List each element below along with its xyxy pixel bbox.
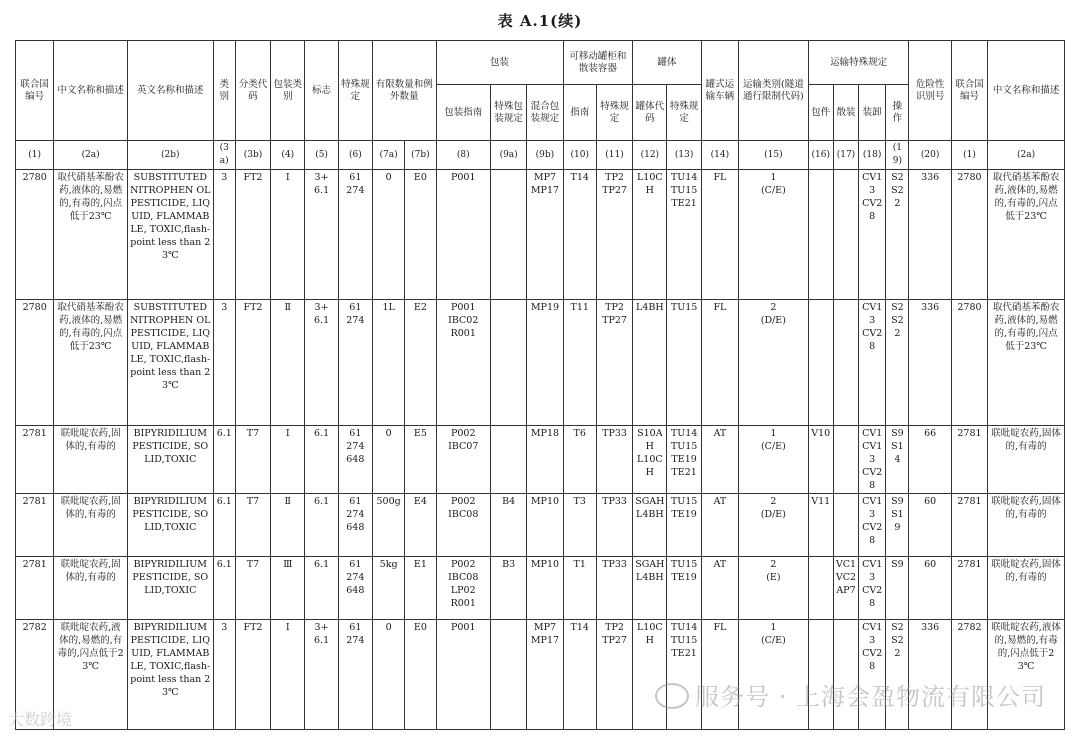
watermark-corner: 大数跨境 xyxy=(8,710,73,729)
cell-c3a: 3 xyxy=(213,300,235,426)
table-row xyxy=(16,494,1065,557)
cell-c3a: 6.1 xyxy=(213,494,235,557)
cell-c18: CV13 CV28 xyxy=(859,557,886,620)
column-number: (1) xyxy=(951,141,987,170)
cell-c12: S10AH L10CH xyxy=(633,426,667,494)
header-packing-group: 包装类别 xyxy=(271,41,305,141)
cell-c16 xyxy=(808,620,833,730)
header-limited-quantity: 有限数量和例外数量 xyxy=(372,41,436,141)
cell-c9a: B3 xyxy=(490,557,526,620)
table-row xyxy=(16,620,1065,730)
cell-c13: TU14 TU15 TE19 TE21 xyxy=(667,426,701,494)
cell-c16: V11 xyxy=(808,494,833,557)
cell-c3b: FT2 xyxy=(235,300,270,426)
cell-c9a xyxy=(490,620,526,730)
column-number: (10) xyxy=(563,141,596,170)
cell-c8: P002 IBC08 LP02 R001 xyxy=(436,557,490,620)
cell-c14: FL xyxy=(701,620,738,730)
header-tank: 罐体 xyxy=(633,41,702,85)
cell-un: 2781 xyxy=(951,426,987,494)
cell-c6: 61 274 xyxy=(338,300,372,426)
cell-c5: 3+ 6.1 xyxy=(305,170,338,300)
cell-cn: 取代硝基苯酚农药,液体的,易燃的,有毒的,闪点低于23℃ xyxy=(988,170,1065,300)
column-number: (1) xyxy=(16,141,54,170)
table-row xyxy=(16,426,1065,494)
cell-c3b: FT2 xyxy=(235,620,270,730)
cell-c18: CV1 CV13 CV28 xyxy=(859,426,886,494)
cell-c8: P002 IBC07 xyxy=(436,426,490,494)
cell-un: 2781 xyxy=(951,494,987,557)
cell-c17 xyxy=(833,620,858,730)
column-number: (2a) xyxy=(988,141,1065,170)
cell-en: BIPYRIDILIUM PESTICIDE, SOLID,TOXIC xyxy=(127,494,213,557)
cell-c17: VC1 VC2 AP7 xyxy=(833,557,858,620)
cell-c5: 6.1 xyxy=(305,494,338,557)
cell-c6: 61 274 648 xyxy=(338,494,372,557)
cell-c13: TU15 TE19 xyxy=(667,557,701,620)
column-number: (12) xyxy=(633,141,667,170)
cell-cn: 联吡啶农药,固体的,有毒的 xyxy=(54,494,128,557)
cell-c16: V10 xyxy=(808,426,833,494)
column-number: (4) xyxy=(271,141,305,170)
cell-c9a xyxy=(490,426,526,494)
column-number: (7b) xyxy=(405,141,436,170)
cell-c12: L10CH xyxy=(633,620,667,730)
table-row xyxy=(16,557,1065,620)
cell-c11: TP2 TP27 xyxy=(596,170,632,300)
cell-c15: 1 (C/E) xyxy=(739,170,809,300)
cell-c3b: FT2 xyxy=(235,170,270,300)
column-number: (9a) xyxy=(490,141,526,170)
column-number: (7a) xyxy=(372,141,404,170)
cell-c17 xyxy=(833,426,858,494)
cell-c4: Ⅲ xyxy=(271,557,305,620)
cell-c10: T14 xyxy=(563,170,596,300)
cell-c16 xyxy=(808,557,833,620)
cell-c12: L10CH xyxy=(633,170,667,300)
cell-c18: CV13 CV28 xyxy=(859,300,886,426)
cell-c12: SGAH L4BH xyxy=(633,494,667,557)
cell-c19: S2 S22 xyxy=(886,300,909,426)
cell-c9b: MP18 xyxy=(527,426,563,494)
cell-c4: Ⅱ xyxy=(271,300,305,426)
cell-c7b: E0 xyxy=(405,170,436,300)
cell-c15: 1 (C/E) xyxy=(739,426,809,494)
column-number: (2b) xyxy=(127,141,213,170)
cell-un: 2780 xyxy=(16,300,54,426)
header-packing: 包装 xyxy=(436,41,563,85)
cell-c16 xyxy=(808,300,833,426)
header-transport-category: 运输类别(隧道通行限制代码) xyxy=(739,41,809,141)
header-class: 类别 xyxy=(213,41,235,141)
header-hazard-id: 危险性识别号 xyxy=(909,41,951,141)
cell-cn: 取代硝基苯酚农药,液体的,易燃的,有毒的,闪点低于23℃ xyxy=(54,170,128,300)
header-loading: 装卸 xyxy=(859,85,886,141)
column-number: (9b) xyxy=(527,141,563,170)
cell-c6: 61 274 xyxy=(338,170,372,300)
cell-cn: 联吡啶农药,固体的,有毒的 xyxy=(988,494,1065,557)
cell-c3a: 3 xyxy=(213,620,235,730)
cell-c20: 66 xyxy=(909,426,951,494)
header-packages: 包件 xyxy=(808,85,833,141)
cell-c10: T3 xyxy=(563,494,596,557)
header-transport-special: 运输特殊规定 xyxy=(808,41,909,85)
cell-un: 2782 xyxy=(951,620,987,730)
cell-c15: 2 (D/E) xyxy=(739,300,809,426)
column-number: (11) xyxy=(596,141,632,170)
cell-c7b: E2 xyxy=(405,300,436,426)
cell-c8: P001 IBC02 R001 xyxy=(436,300,490,426)
cell-c11: TP33 xyxy=(596,557,632,620)
cell-c18: CV13 CV28 xyxy=(859,620,886,730)
cell-un: 2781 xyxy=(951,557,987,620)
cell-en: BIPYRIDILIUM PESTICIDE, SOLID,TOXIC xyxy=(127,426,213,494)
cell-c19: S2 S22 xyxy=(886,170,909,300)
cell-c7a: 0 xyxy=(372,620,404,730)
cell-c4: I xyxy=(271,426,305,494)
cell-c11: TP33 xyxy=(596,426,632,494)
cell-c7a: 500g xyxy=(372,494,404,557)
header-cn-name-2: 中文名称和描述 xyxy=(988,41,1065,141)
cell-en: SUBSTITUTED NITROPHEN OL PESTICIDE, LIQUID, FLAMMABLE, TOXIC,flash-point less than 23℃ xyxy=(127,170,213,300)
header-class-code: 分类代码 xyxy=(235,41,270,141)
cell-cn: 联吡啶农药,液体的,易燃的,有毒的,闪点低于23℃ xyxy=(54,620,128,730)
cell-c11: TP2 TP27 xyxy=(596,620,632,730)
cell-c5: 6.1 xyxy=(305,557,338,620)
cell-c18: CV13 CV28 xyxy=(859,170,886,300)
table-title: 表 A.1(续) xyxy=(497,12,583,30)
cell-c14: AT xyxy=(701,494,738,557)
cell-c6: 61 274 648 xyxy=(338,426,372,494)
column-number: (19) xyxy=(886,141,909,170)
cell-c6: 61 274 648 xyxy=(338,557,372,620)
cell-c6: 61 274 xyxy=(338,620,372,730)
cell-cn: 联吡啶农药,固体的,有毒的 xyxy=(988,426,1065,494)
header-tank-code: 罐体代码 xyxy=(633,85,667,141)
cell-en: BIPYRIDILIUM PESTICIDE, SOLID,TOXIC xyxy=(127,557,213,620)
cell-c4: I xyxy=(271,620,305,730)
cell-c20: 336 xyxy=(909,170,951,300)
cell-c9a: B4 xyxy=(490,494,526,557)
cell-c5: 6.1 xyxy=(305,426,338,494)
cell-cn: 取代硝基苯酚农药,液体的,易燃的,有毒的,闪点低于23℃ xyxy=(988,300,1065,426)
cell-un: 2782 xyxy=(16,620,54,730)
table-row xyxy=(16,300,1065,426)
cell-c12: L4BH xyxy=(633,300,667,426)
cell-c7a: 1L xyxy=(372,300,404,426)
cell-c9b: MP10 xyxy=(527,494,563,557)
cell-c3a: 3 xyxy=(213,170,235,300)
column-number: (3a) xyxy=(213,141,235,170)
cell-c7b: E1 xyxy=(405,557,436,620)
cell-c3b: T7 xyxy=(235,426,270,494)
cell-c10: T11 xyxy=(563,300,596,426)
cell-c9a xyxy=(490,300,526,426)
cell-cn: 联吡啶农药,固体的,有毒的 xyxy=(988,557,1065,620)
header-tank-vehicle: 罐式运输车辆 xyxy=(701,41,738,141)
cell-c14: AT xyxy=(701,426,738,494)
cell-c14: FL xyxy=(701,300,738,426)
header-portable-special: 特殊规定 xyxy=(596,85,632,141)
cell-en: BIPYRIDILIUM PESTICIDE, LIQUID, FLAMMABLE, TOXIC,flash-point less than 23℃ xyxy=(127,620,213,730)
cell-cn: 联吡啶农药,固体的,有毒的 xyxy=(54,426,128,494)
cell-c9b: MP7 MP17 xyxy=(527,170,563,300)
cell-c17 xyxy=(833,494,858,557)
header-en-name: 英文名称和描述 xyxy=(127,41,213,141)
cell-c13: TU14 TU15 TE21 xyxy=(667,170,701,300)
cell-c17 xyxy=(833,300,858,426)
cell-c19: S9 S19 xyxy=(886,494,909,557)
column-number: (8) xyxy=(436,141,490,170)
cell-c9b: MP10 xyxy=(527,557,563,620)
cell-c7b: E5 xyxy=(405,426,436,494)
cell-c7b: E4 xyxy=(405,494,436,557)
cell-c18: CV13 CV28 xyxy=(859,494,886,557)
cell-cn: 取代硝基苯酚农药,液体的,易燃的,有毒的,闪点低于23℃ xyxy=(54,300,128,426)
cell-en: SUBSTITUTED NITROPHEN OL PESTICIDE, LIQUID, FLAMMABLE, TOXIC,flash-point less than 23℃ xyxy=(127,300,213,426)
column-number-row xyxy=(16,141,1065,170)
column-number: (13) xyxy=(667,141,701,170)
header-bulk: 散装 xyxy=(833,85,858,141)
column-number: (2a) xyxy=(54,141,128,170)
cell-c4: I xyxy=(271,170,305,300)
cell-c8: P001 xyxy=(436,170,490,300)
dangerous-goods-table xyxy=(15,40,1065,730)
table-row xyxy=(16,170,1065,300)
cell-c9b: MP19 xyxy=(527,300,563,426)
cell-c15: 2 (D/E) xyxy=(739,494,809,557)
cell-c8: P002 IBC08 xyxy=(436,494,490,557)
header-label: 标志 xyxy=(305,41,338,141)
cell-c11: TP33 xyxy=(596,494,632,557)
header-un-no-2: 联合国编号 xyxy=(951,41,987,141)
cell-c3a: 6.1 xyxy=(213,557,235,620)
column-number: (18) xyxy=(859,141,886,170)
cell-un: 2781 xyxy=(16,557,54,620)
cell-c12: SGAH L4BH xyxy=(633,557,667,620)
header-instructions: 指南 xyxy=(563,85,596,141)
column-number: (16) xyxy=(808,141,833,170)
header-operation: 操作 xyxy=(886,85,909,141)
cell-c14: AT xyxy=(701,557,738,620)
header-tank-special: 特殊规定 xyxy=(667,85,701,141)
header-mixed-packing: 混合包装规定 xyxy=(527,85,563,141)
cell-c10: T6 xyxy=(563,426,596,494)
cell-cn: 联吡啶农药,液体的,易燃的,有毒的,闪点低于23℃ xyxy=(988,620,1065,730)
cell-c8: P001 xyxy=(436,620,490,730)
cell-c20: 60 xyxy=(909,494,951,557)
column-number: (6) xyxy=(338,141,372,170)
column-number: (17) xyxy=(833,141,858,170)
cell-c10: T14 xyxy=(563,620,596,730)
cell-c14: FL xyxy=(701,170,738,300)
cell-c7a: 0 xyxy=(372,426,404,494)
cell-cn: 联吡啶农药,固体的,有毒的 xyxy=(54,557,128,620)
cell-un: 2781 xyxy=(16,426,54,494)
header-un-no: 联合国编号 xyxy=(16,41,54,141)
watermark: 服务号 · 上海会盈物流有限公司 xyxy=(655,677,1046,712)
cell-c13: TU15 TE19 xyxy=(667,494,701,557)
column-number: (5) xyxy=(305,141,338,170)
header-cn-name: 中文名称和描述 xyxy=(54,41,128,141)
header-special-provisions: 特殊规定 xyxy=(338,41,372,141)
cell-c15: 1 (C/E) xyxy=(739,620,809,730)
cell-c3b: T7 xyxy=(235,494,270,557)
cell-c16 xyxy=(808,170,833,300)
header-portable-tanks: 可移动罐柜和散装容器 xyxy=(563,41,633,85)
cell-c10: T1 xyxy=(563,557,596,620)
cell-c11: TP2 TP27 xyxy=(596,300,632,426)
cell-c13: TU14 TU15 TE21 xyxy=(667,620,701,730)
cell-c19: S2 S22 xyxy=(886,620,909,730)
cell-c19: S9 xyxy=(886,557,909,620)
column-number: (15) xyxy=(739,141,809,170)
column-number: (14) xyxy=(701,141,738,170)
wechat-icon xyxy=(655,683,689,709)
cell-c9b: MP7 MP17 xyxy=(527,620,563,730)
cell-c3a: 6.1 xyxy=(213,426,235,494)
cell-un: 2780 xyxy=(16,170,54,300)
cell-un: 2780 xyxy=(951,300,987,426)
header-packing-instructions: 包装指南 xyxy=(436,85,490,141)
cell-c7a: 0 xyxy=(372,170,404,300)
cell-c17 xyxy=(833,170,858,300)
cell-c19: S9 S14 xyxy=(886,426,909,494)
cell-un: 2780 xyxy=(951,170,987,300)
cell-c5: 3+ 6.1 xyxy=(305,300,338,426)
cell-un: 2781 xyxy=(16,494,54,557)
header-special-packing: 特殊包装规定 xyxy=(490,85,526,141)
column-number: (20) xyxy=(909,141,951,170)
column-number: (3b) xyxy=(235,141,270,170)
cell-c13: TU15 xyxy=(667,300,701,426)
cell-c5: 3+ 6.1 xyxy=(305,620,338,730)
cell-c20: 60 xyxy=(909,557,951,620)
cell-c3b: T7 xyxy=(235,557,270,620)
cell-c20: 336 xyxy=(909,300,951,426)
cell-c20: 336 xyxy=(909,620,951,730)
cell-c4: Ⅱ xyxy=(271,494,305,557)
cell-c9a xyxy=(490,170,526,300)
cell-c7a: 5kg xyxy=(372,557,404,620)
cell-c7b: E0 xyxy=(405,620,436,730)
cell-c15: 2 (E) xyxy=(739,557,809,620)
